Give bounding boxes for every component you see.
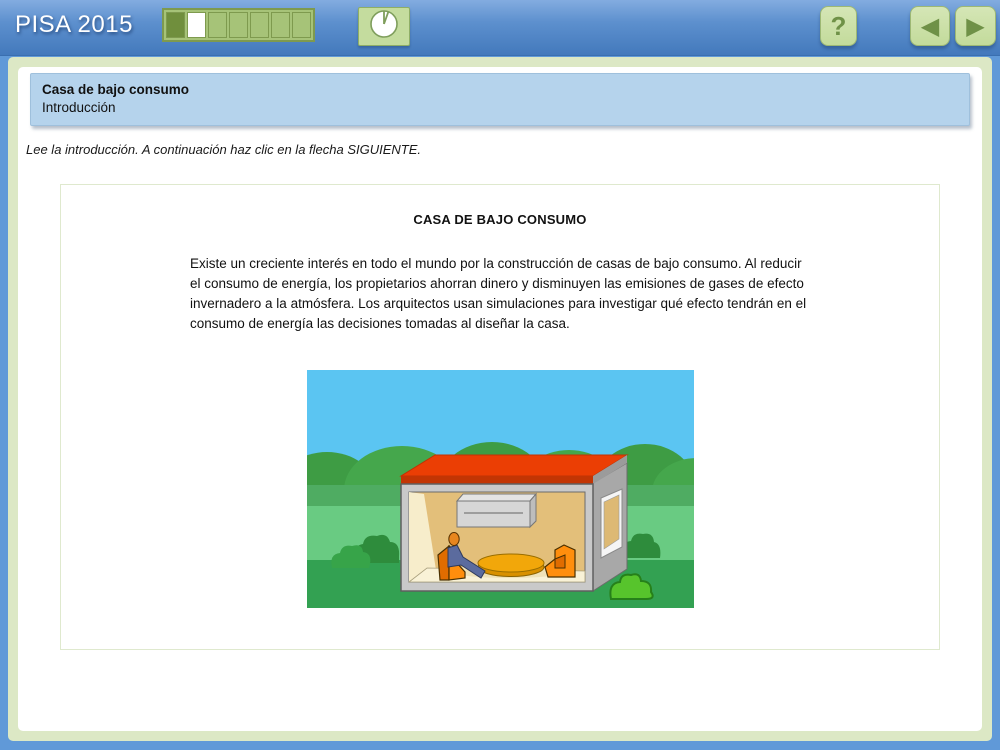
progress-bar <box>162 8 315 42</box>
table <box>478 554 544 577</box>
ac-unit <box>457 494 536 527</box>
next-button[interactable] <box>955 6 996 46</box>
timer-button[interactable] <box>358 7 410 46</box>
roof-fascia-front <box>401 476 593 484</box>
progress-square-todo <box>271 12 290 38</box>
house-cutaway-svg <box>307 370 694 608</box>
progress-square-todo <box>292 12 311 38</box>
stimulus-paragraph: Existe un creciente interés en todo el mundo por la construcción de casas de bajo consumo. Al reducir el consumo de energía, los propietarios ahorran dinero y disminuyen las emisiones de gases de efecto invernadero a la atmósfera. Los arquitectos usan simulaciones para investigar qué efecto tendrán en el consumo de energía las decisiones tomadas al diseñar la casa. <box>190 256 807 331</box>
progress-square-todo <box>250 12 269 38</box>
app-title: PISA 2015 <box>15 11 133 38</box>
house <box>401 455 627 591</box>
progress-square-todo <box>208 12 227 38</box>
content-frame <box>8 57 992 741</box>
progress-square-todo <box>229 12 248 38</box>
progress-square-current <box>187 12 206 38</box>
question-mark-icon: ? <box>830 10 847 41</box>
content-panel <box>18 67 982 731</box>
person-head <box>448 533 458 546</box>
unit-title: Casa de bajo consumo <box>42 82 190 97</box>
unit-subtitle: Introducción <box>42 100 116 115</box>
help-button[interactable] <box>820 6 857 46</box>
stimulus-heading: CASA DE BAJO CONSUMO <box>413 212 587 227</box>
arrow-left-icon: ◀ <box>920 12 940 40</box>
roof-top <box>401 455 627 476</box>
unit-banner <box>30 73 970 126</box>
previous-button[interactable] <box>910 6 950 46</box>
instruction-text: Lee la introducción. A continuación haz clic en la flecha SIGUIENTE. <box>26 142 422 157</box>
progress-square-done <box>166 12 185 38</box>
house-illustration <box>307 370 694 608</box>
arrow-right-icon: ▶ <box>966 12 985 40</box>
stimulus-box <box>60 184 940 650</box>
top-toolbar <box>0 0 1000 56</box>
timer-icon <box>369 9 399 44</box>
